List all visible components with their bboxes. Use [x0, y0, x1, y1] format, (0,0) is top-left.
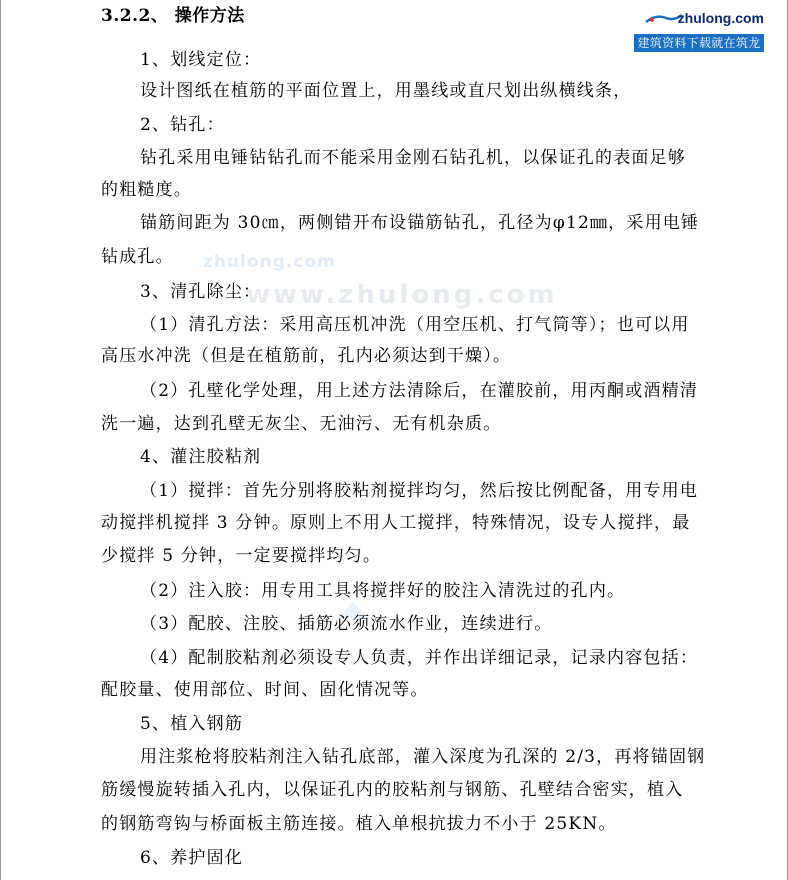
step-2-para-1-line-2: 的粗糙度。 [101, 180, 192, 200]
step-6-title: 6、养护固化 [140, 848, 244, 868]
step-2-para-1-line-1: 钻孔采用电锤钻钻孔而不能采用金刚石钻孔机，以保证孔的表面足够 [140, 148, 686, 168]
step-3-para-2-line-1: （2）孔壁化学处理，用上述方法清除后，在灌胶前，用丙酮或酒精清 [140, 381, 699, 401]
step-2-para-2-line-2: 钻成孔。 [101, 247, 174, 267]
step-1-text: 设计图纸在植筋的平面位置上，用墨线或直尺划出纵横线条， [140, 81, 632, 101]
step-2-para-2-line-1: 锚筋间距为 30㎝，两侧错开布设锚筋钻孔，孔径为φ12㎜，采用电锤 [140, 213, 700, 233]
step-4-para-1-line-2: 动搅拌机搅拌 3 分钟。原则上不用人工搅拌，特殊情况，设专人搅拌，最 [101, 513, 691, 533]
logo-wordmark: zhulong.com [677, 10, 764, 26]
step-4-para-4-line-1: （4）配制胶粘剂必须设专人负责，并作出详细记录，记录内容包括： [140, 648, 699, 668]
step-3-title: 3、清孔除尘： [140, 282, 262, 302]
watermark-2: www.zhulong.com [246, 280, 558, 310]
step-4-para-4-line-2: 配胶量、使用部位、时间、固化情况等。 [101, 680, 429, 700]
step-3-para-1-line-1: （1）清孔方法：采用高压机冲洗（用空压机、打气筒等）；也可以用 [140, 315, 690, 335]
step-4-para-2: （2）注入胶：用专用工具将搅拌好的胶注入清洗过的孔内。 [140, 581, 626, 601]
step-3-para-1-line-2: 高压水冲洗（但是在植筋前，孔内必须达到干燥）。 [101, 346, 512, 366]
site-logo [634, 6, 764, 68]
watermark-1: zhulong.com [203, 252, 336, 272]
page-border-left [0, 0, 1, 880]
logo-tagline: 建筑资料下载就在筑龙网 [634, 34, 764, 52]
step-5-para-1-line-1: 用注浆枪将胶粘剂注入钻孔底部，灌入深度为孔深的 2/3，再将锚固钢 [140, 747, 706, 767]
step-1-title: 1、划线定位： [140, 50, 262, 70]
step-4-para-1-line-3: 少搅拌 5 分钟，一定要搅拌均匀。 [101, 546, 382, 566]
step-4-title: 4、灌注胶粘剂 [140, 447, 262, 467]
step-4-para-3: （3）配胶、注胶、插筋必须流水作业，连续进行。 [140, 614, 553, 634]
step-5-para-1-line-3: 的钢筋弯钩与桥面板主筋连接。植入单根抗拔力不小于 25KN。 [101, 814, 617, 834]
step-5-para-1-line-2: 筋缓慢旋转插入孔内，以保证孔内的胶粘剂与钢筋、孔壁结合密实，植入 [101, 780, 684, 800]
step-5-title: 5、植入钢筋 [140, 714, 244, 734]
step-4-para-1-line-1: （1）搅拌：首先分别将胶粘剂搅拌均匀，然后按比例配备，用专用电 [140, 481, 699, 501]
step-3-para-2-line-2: 洗一遍，达到孔壁无灰尘、无油污、无有机杂质。 [101, 414, 502, 434]
step-2-title: 2、钻孔： [140, 115, 225, 135]
section-heading: 3.2.2、 操作方法 [101, 6, 245, 26]
